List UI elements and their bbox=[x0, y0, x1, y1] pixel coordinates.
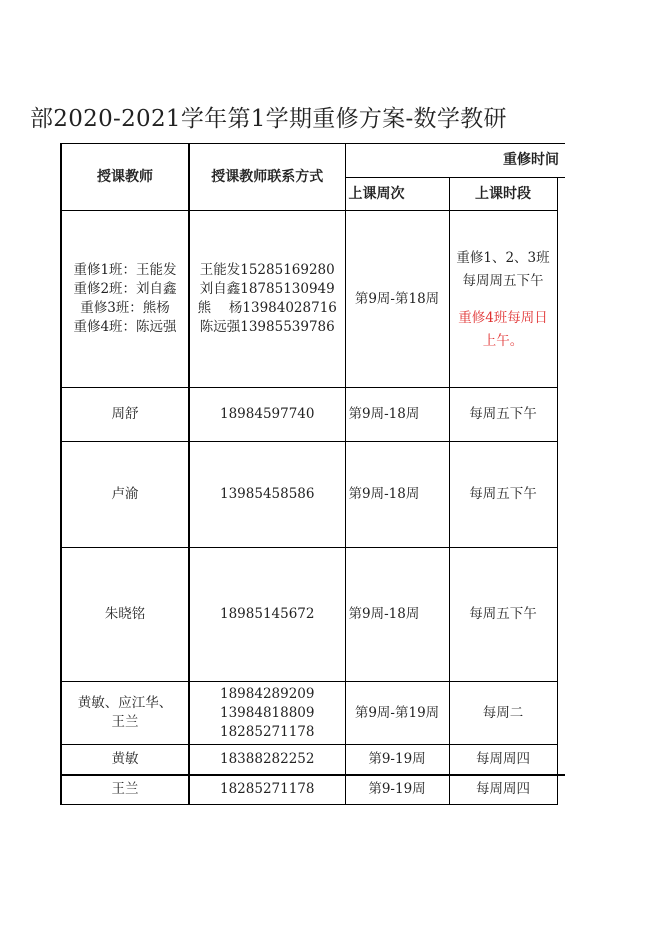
retake-schedule-table bbox=[60, 143, 565, 805]
period-cell: 每周二 bbox=[449, 682, 557, 745]
header-weeks: 上课周次 bbox=[345, 178, 449, 211]
contact-cell: 18388282252 bbox=[189, 745, 345, 775]
table-row bbox=[61, 442, 565, 548]
weeks-cell: 第9周-18周 bbox=[345, 548, 449, 682]
weeks-cell: 第9周-第19周 bbox=[345, 682, 449, 745]
weeks-cell: 第9-19周 bbox=[345, 745, 449, 775]
contact-cell: 18285271178 bbox=[189, 775, 345, 805]
teacher-cell: 黄敏、应江华、王兰 bbox=[61, 682, 189, 745]
period-cell: 每周五下午 bbox=[449, 442, 557, 548]
table-row bbox=[61, 548, 565, 682]
table-row bbox=[61, 682, 565, 745]
teacher-cell: 黄敏 bbox=[61, 745, 189, 775]
contact-cell: 13985458586 bbox=[189, 442, 345, 548]
period-cell: 每周五下午 bbox=[449, 388, 557, 442]
period-cell: 重修1、2、3班每周周五下午 重修4班每周日上午。 bbox=[449, 211, 557, 388]
table-row bbox=[61, 211, 565, 388]
contact-cell: 18984597740 bbox=[189, 388, 345, 442]
page-title: 部2020-2021学年第1学期重修方案-数学教研 bbox=[30, 106, 507, 132]
period-cell: 每周周四 bbox=[449, 775, 557, 805]
period-cell: 每周五下午 bbox=[449, 548, 557, 682]
header-contact: 授课教师联系方式 bbox=[189, 144, 345, 211]
teacher-cell: 朱晓铭 bbox=[61, 548, 189, 682]
contact-cell: 18984289209 13984818809 18285271178 bbox=[189, 682, 345, 745]
teacher-cell: 周舒 bbox=[61, 388, 189, 442]
header-period: 上课时段 bbox=[449, 178, 557, 211]
contact-cell: 王能发15285169280 刘自鑫18785130949 熊 杨13984028716 陈远强13985539786 bbox=[189, 211, 345, 388]
table-row bbox=[61, 388, 565, 442]
header-teacher: 授课教师 bbox=[61, 144, 189, 211]
contact-cell: 18985145672 bbox=[189, 548, 345, 682]
table-row bbox=[61, 745, 565, 775]
weeks-cell: 第9周-第18周 bbox=[345, 211, 449, 388]
period-cell: 每周周四 bbox=[449, 745, 557, 775]
weeks-cell: 第9-19周 bbox=[345, 775, 449, 805]
weeks-cell: 第9周-18周 bbox=[345, 442, 449, 548]
weeks-cell: 第9周-18周 bbox=[345, 388, 449, 442]
table-row bbox=[61, 775, 565, 805]
teacher-cell: 重修1班：王能发 重修2班：刘自鑫 重修3班：熊杨 重修4班：陈远强 bbox=[61, 211, 189, 388]
teacher-cell: 王兰 bbox=[61, 775, 189, 805]
header-time-group: 重修时间 bbox=[345, 144, 565, 178]
teacher-cell: 卢渝 bbox=[61, 442, 189, 548]
